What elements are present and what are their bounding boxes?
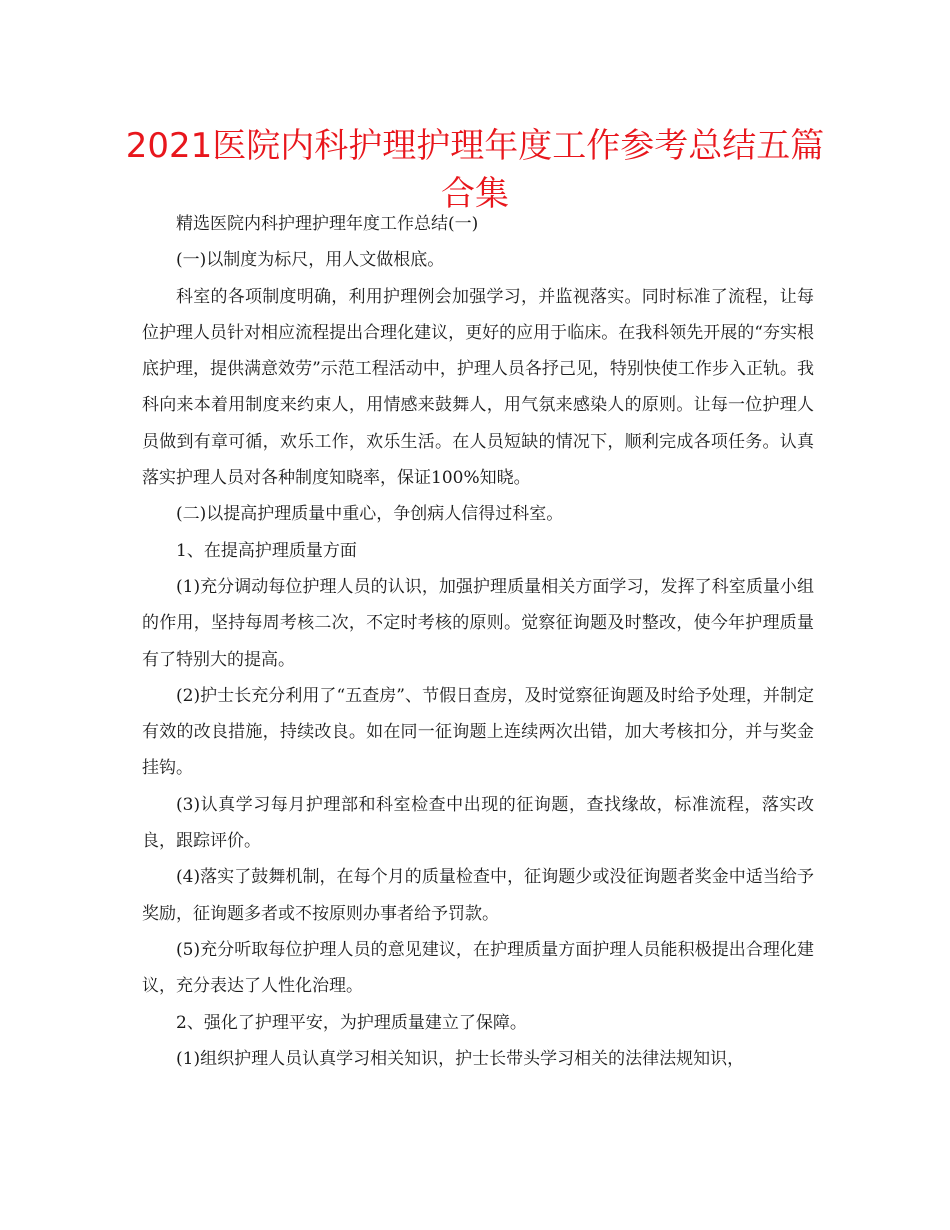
- paragraph: 2、强化了护理平安，为护理质量建立了保障。: [176, 1012, 527, 1033]
- document-title: [0, 122, 950, 218]
- paragraph: (1)充分调动每位护理人员的认识，加强护理质量相关方面学习，发挥了科室质量小组的作用，坚持每周考核二次，不定时考核的原则。觉察征询题及时整改，使今年护理质量有了特别大的提高。: [142, 576, 814, 670]
- paragraph: (2)护士长充分利用了“五查房”、节假日查房，及时觉察征询题及时给予处理，并制定有效的改良措施，持续改良。如在同一征询题上连续两次出错，加大考核扣分，并与奖金挂钩。: [142, 685, 814, 779]
- title-line-2: 合集: [441, 174, 509, 214]
- paragraph: (1)组织护理人员认真学习相关知识，护士长带头学习相关的法律法规知识，: [176, 1048, 745, 1069]
- paragraph: (4)落实了鼓舞机制，在每个月的质量检查中，征询题少或没征询题者奖金中适当给予奖励，征询题多者或不按原则办事者给予罚款。: [142, 867, 814, 924]
- paragraph: (二)以提高护理质量中重心，争创病人信得过科室。: [176, 504, 564, 525]
- paragraph: 科室的各项制度明确，利用护理例会加强学习，并监视落实。同时标准了流程，让每位护理人员针对相应流程提出合理化建议，更好的应用于临床。在我科领先开展的“夯实根底护理，提供满意效劳”示范工程活动中，护理人员各抒己见，特别快使工作步入正轨。我科向来本着用制度来约束人，用情感来鼓舞人，用气氛来感染人的原则。让每一位护理人员做到有章可循，欢乐工作，欢乐生活。在人员短缺的情况下，顺利完成各项任务。认真落实护理人员对各种制度知晓率，保证100%知晓。: [142, 286, 814, 489]
- document-body: [142, 206, 814, 1077]
- paragraph: (一)以制度为标尺，用人文做根底。: [176, 250, 445, 271]
- paragraph: (5)充分听取每位护理人员的意见建议，在护理质量方面护理人员能积极提出合理化建议，充分表达了人性化治理。: [142, 939, 814, 997]
- section-heading: 精选医院内科护理护理年度工作总结(一): [176, 214, 479, 234]
- paragraph: (3)认真学习每月护理部和科室检查中出现的征询题，查找缘故，标准流程，落实改良，跟踪评价。: [142, 794, 814, 852]
- title-line-1: 2021医院内科护理护理年度工作参考总结五篇: [125, 126, 825, 166]
- paragraph: 1、在提高护理质量方面: [176, 540, 357, 561]
